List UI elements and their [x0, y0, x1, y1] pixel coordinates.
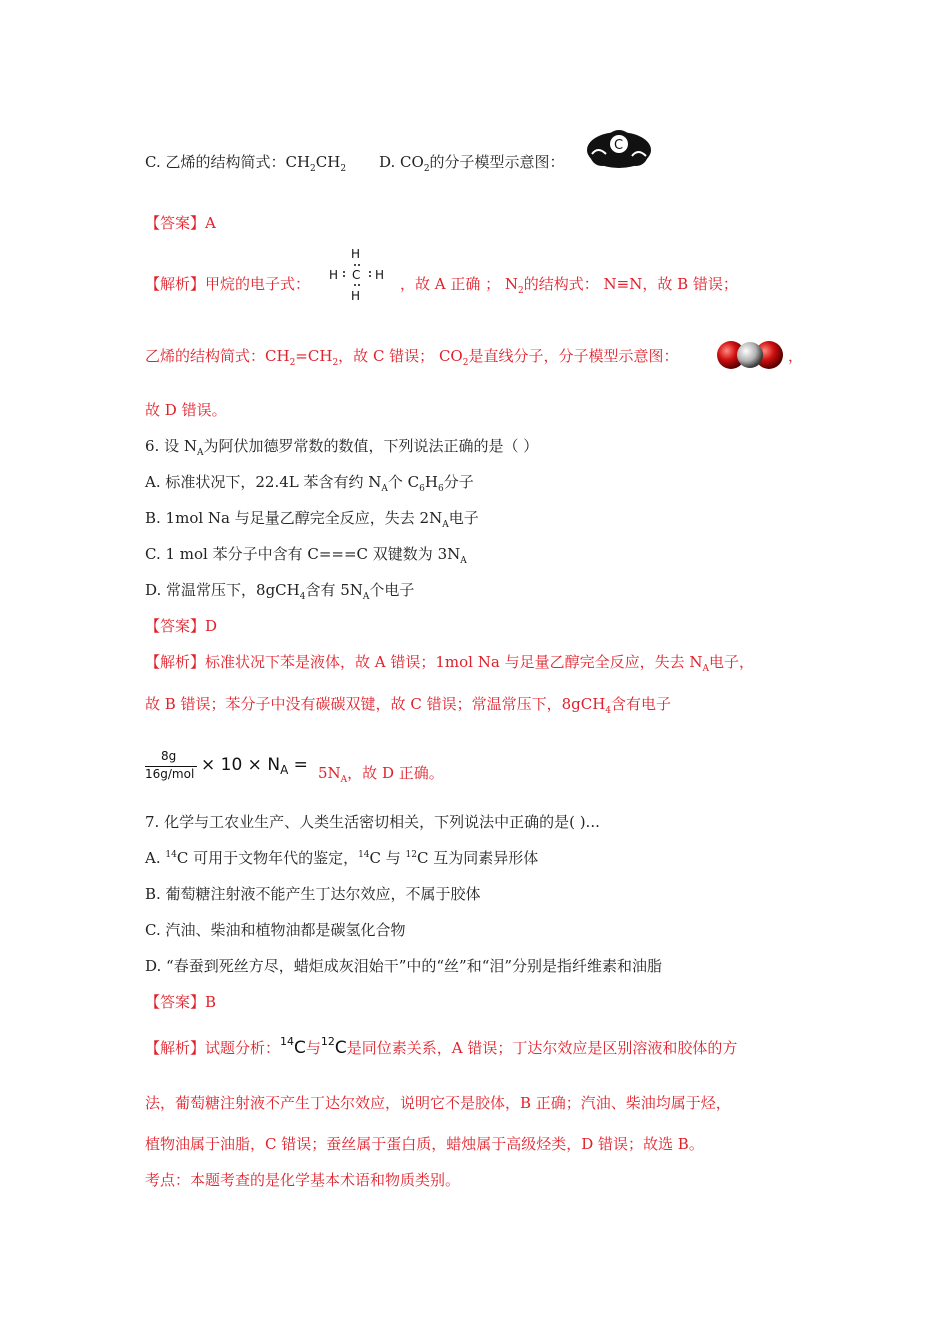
svg-text:H: H [329, 268, 339, 282]
svg-text:H: H [375, 268, 385, 282]
q6-explanation-line-1: 【解析】标准状况下苯是液体，故 A 错误；1mol Na 与足量乙醇完全反应，失去 $N_A$电子， [145, 653, 754, 674]
q7-explanation-line-3: 植物油属于油脂，C 错误；蚕丝属于蛋白质，蜡烛属于高级烃类，D 错误；故选 B。 [145, 1135, 704, 1153]
fraction-denominator: 16g/mol [145, 767, 195, 781]
q7-kaodian: 考点：本题考查的是化学基本术语和物质类别。 [145, 1171, 461, 1189]
co2-space-filling-model-image [716, 338, 784, 372]
svg-text:H: H [351, 289, 361, 302]
svg-text:C: C [352, 268, 361, 282]
q7-explanation-line-2: 法，葡萄糖注射液不产生丁达尔效应，说明它不是胶体，B 正确；汽油、柴油均属于烃， [145, 1094, 731, 1112]
co2-wrong-model-image [584, 126, 654, 174]
q5-explanation-line-1a: 【解析】甲烷的电子式： [145, 275, 311, 293]
q7-option-d: D. “春蚕到死丝方尽，蜡炬成灰泪始干”中的“丝”和“泪”分别是指纤维素和油脂 [145, 957, 663, 975]
q7-stem: 7. 化学与工农业生产、人类生活密切相关，下列说法中正确的是( )... [145, 813, 600, 831]
q7-option-b: B. 葡萄糖注射液不能产生丁达尔效应，不属于胶体 [145, 885, 481, 903]
q6-option-d: D. 常温常压下，8gCH$_4$含有 $5N_A$个电子 [145, 581, 415, 602]
q5-option-d: D. $CO_2$的分子模型示意图： [379, 153, 565, 174]
q5-option-c: C. 乙烯的结构简式：$CH_2CH_2$ [145, 153, 347, 174]
q5-explanation-line-2: 乙烯的结构简式：$CH_2=CH_2$，故 C 错误； $CO_2$是直线分子，分子模型示意图： [145, 347, 679, 368]
q5-explanation-line-1b: ，故 A 正确 ； $N_2$的结构式： N≡N，故 B 错误； [400, 275, 738, 296]
q6-option-c: C. 1 mol 苯分子中含有 C===C 双键数为 $3N_A$ [145, 545, 467, 566]
fraction-multiplier: × $10 \times N_A$ = [201, 755, 308, 777]
q6-option-b: B. 1mol Na 与足量乙醇完全反应，失去 $2N_A$电子 [145, 509, 479, 530]
q6-stem: 6. 设 $N_A$为阿伏加德罗常数的数值，下列说法正确的是（ ） [145, 437, 539, 458]
q7-answer: 【答案】B [145, 993, 217, 1011]
q6-answer: 【答案】D [145, 617, 218, 635]
isotope-14c: $^{14}$C [280, 1035, 306, 1058]
q6-explanation-line-2: 故 B 错误；苯分子中没有碳碳双键，故 C 错误；常温常压下，8gCH$_4$含有电子 [145, 695, 672, 716]
q5-explanation-line-3: 故 D 错误。 [145, 401, 227, 419]
q7-option-c: C. 汽油、柴油和植物油都是碳氢化合物 [145, 921, 406, 939]
svg-text:H: H [351, 247, 361, 261]
methane-electron-formula-image [327, 246, 389, 302]
fraction-numerator: 8g [161, 749, 177, 763]
q7-option-a: A. $^{14}$C 可用于文物年代的鉴定，$^{14}$C 与 $^{12}$C 互为同素异形体 [145, 849, 539, 867]
q6-explanation-line-3: $5N_A$，故 D 正确。 [318, 764, 444, 785]
isotope-12c: $^{12}$C [320, 1035, 347, 1058]
q7-explanation-line-1: 【解析】试题分析：$^{14}$C与$^{12}$C是同位素关系，A 错误；丁达尔效应是区别溶液和胶体的方 [145, 1035, 738, 1058]
svg-text:C: C [614, 138, 624, 153]
q5-answer: 【答案】A [145, 214, 216, 232]
q5-explanation-line-2-end: ， [788, 347, 804, 365]
q6-option-a: A. 标准状况下，22.4L 苯含有约 $N_A$个 $C_6H_6$分子 [145, 473, 474, 494]
